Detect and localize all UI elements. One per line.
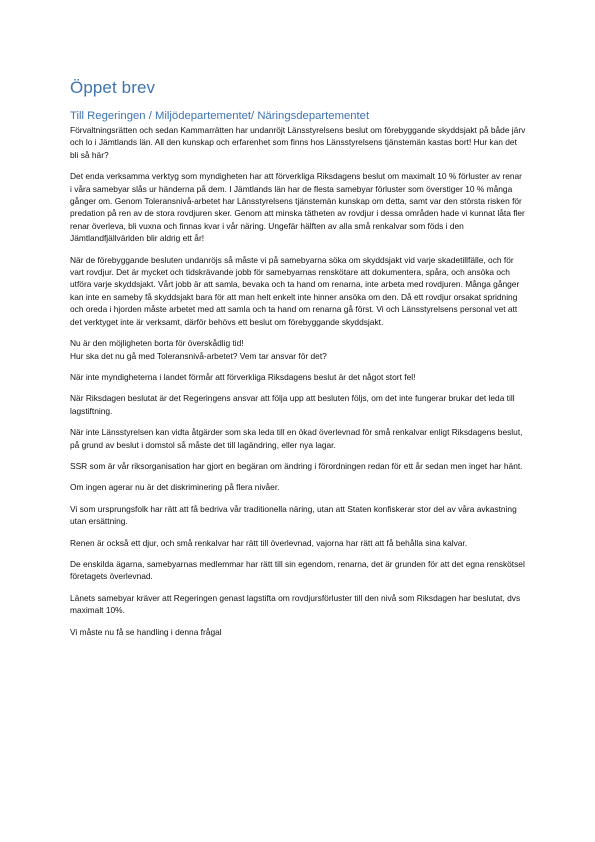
paragraph: Vi som ursprungsfolk har rätt att få bedriva vår traditionella näring, utan att Staten konfiskerar stor del av våra avkastning utan ersättning. — [70, 503, 517, 527]
paragraph: Vi måste nu få se handling i denna frågal — [70, 626, 222, 637]
paragraph: Länets samebyar kräver att Regeringen genast lagstifta om rovdjursförluster till den nivå som Riksdagen har beslutat, dvs maximalt 10%. — [70, 592, 521, 616]
letter-page — [70, 78, 526, 647]
paragraph: De enskilda ägarna, samebyarnas medlemmar har rätt till sin egendom, renarna, det är grunden för att det egna renskötsel företagets överlevnad. — [70, 558, 525, 582]
paragraph: Förvaltningsrätten och sedan Kammarrätten har undanröjt Länsstyrelsens beslut om förebyggande skyddsjakt på både järv och lo i Jämtlands län. All den kunskap och erfarenhet som finns hos Länsstyrelsens tjänstemän kastas bort! Hur kan det bli så här? — [70, 125, 526, 160]
paragraph: När Riksdagen beslutat är det Regeringens ansvar att följa upp att besluten följs, om det inte fungerar brukar det leda till lagstiftning. — [70, 393, 515, 416]
letter-recipients: Till Regeringen / Miljödepartementet/ Näringsdepartementet — [70, 110, 370, 122]
paragraph: När inte Länsstyrelsen kan vidta åtgärder som ska leda till en ökad överlevnad för små renkalvar enligt Riksdagens beslut, på grund av beslut i domstol så måste det till lagändring, eller nya lagar. — [70, 427, 523, 450]
paragraph: Renen är också ett djur, och små renkalvar har rätt till överlevnad, vajorna har rätt att få behålla sina kalvar. — [70, 537, 468, 548]
paragraph: Nu är den möjligheten borta för överskådlig tid! Hur ska det nu gå med Toleransnivå-arbetet? Vem tar ansvar för det? — [70, 338, 327, 361]
paragraph: Om ingen agerar nu är det diskriminering på flera nivåer. — [70, 482, 280, 493]
letter-title: Öppet brev — [70, 78, 156, 97]
paragraph: SSR som är vår riksorganisation har gjort en begäran om ändring i förordningen redan för ett år sedan men inget har hänt. — [70, 460, 523, 471]
paragraph: Det enda verksamma verktyg som myndigheten har att förverkliga Riksdagens beslut om maximalt 10 % förluster av renar i våra samebyar slås ur händerna på dem. I Jämtlands län har de flesta samebyar förluster som överstiger 10 % många gånger om. Genom Toleransnivå-arbetet har Länsstyrelsens tjänstemän kunskap om detta, samt var den största risken för predation på ren av de stora rovdjuren sker. Genom att minska tätheten av rovdjur i dessa områden hade vi kunnat låta fler renar överleva, bli vuxna och finnas kvar i vår näring. Ungefär hälften av alla små renkalvar som föds i den Jämtlandfjällvärlden blir aldrig ett år! — [70, 171, 525, 244]
paragraph: När de förebyggande besluten undanröjs så måste vi på samebyarna söka om skyddsjakt vid varje skadetillfälle, och för vart rovdjur. Det är mycket och tidskrävande jobb för samebyarnas renskötare att dokumentera, spåra, och ansöka och utföra varje skyddsjakt. Vårt jobb är att samla, bevaka och ta hand om renarna, inte arbeta med rovdjuren. Många gånger kan inte en sameby få skyddsjakt bara för att man helt enkelt inte hinner ansöka om den. Då ett rovdjur orsakat spridning och oreda i hjorden måste arbetet med att samla och ta hand om renarna gå först. Vi och Länsstyrelsens personal vet att det verktyget inte är verksamt, därför behövs ett beslut om förebyggande skyddsjakt. — [70, 254, 520, 327]
paragraph: När inte myndigheterna i landet förmår att förverkliga Riksdagens beslut är det något stort fel! — [70, 371, 416, 382]
